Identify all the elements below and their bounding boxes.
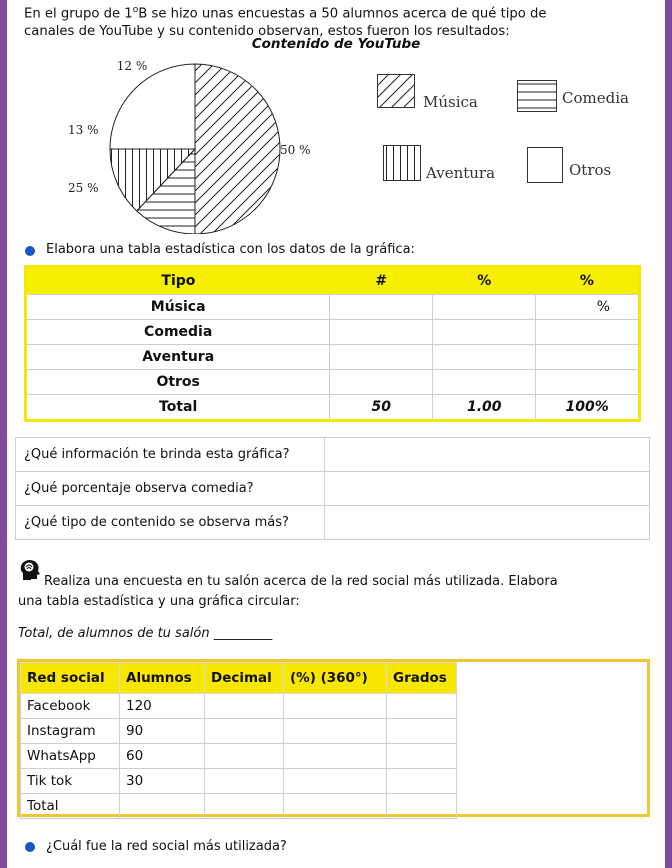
question-row	[16, 506, 650, 540]
social-count: 90	[120, 719, 205, 744]
legend-swatch-comedia	[517, 80, 557, 112]
pie-chart	[60, 54, 360, 234]
col-red-social: Red social	[21, 663, 120, 694]
bullet-icon	[25, 842, 35, 852]
social-table	[20, 662, 457, 819]
class-total-line: Total, de alumnos de tu salón _________	[18, 626, 273, 641]
answer-cell[interactable]	[387, 794, 457, 819]
social-count: 60	[120, 744, 205, 769]
row-label: Música	[26, 295, 330, 320]
answer-cell[interactable]	[536, 370, 640, 395]
pie-slice-otros	[110, 64, 195, 149]
question-row	[16, 472, 650, 506]
task1-instruction: Elabora una tabla estadística con los datos de la gráfica:	[46, 242, 415, 257]
legend-swatch-aventura	[383, 145, 421, 181]
answer-cell[interactable]	[330, 320, 433, 345]
table-row	[21, 769, 457, 794]
row-label: Comedia	[26, 320, 330, 345]
question-text: ¿Qué tipo de contenido se observa más?	[16, 506, 325, 540]
legend-swatch-otros	[527, 147, 563, 183]
chart-title: Contenido de YouTube	[251, 36, 421, 52]
social-name: Total	[21, 794, 120, 819]
pie-label-msica: 50 %	[280, 143, 311, 157]
answer-cell[interactable]	[205, 719, 284, 744]
social-count: 30	[120, 769, 205, 794]
table-row	[21, 694, 457, 719]
col-count: #	[330, 267, 433, 295]
pie-label-aventura: 13 %	[68, 123, 99, 137]
row-label: Otros	[26, 370, 330, 395]
pie-slice-msica	[195, 64, 280, 234]
answer-cell[interactable]	[536, 320, 640, 345]
social-name: WhatsApp	[21, 744, 120, 769]
answer-cell[interactable]	[433, 345, 536, 370]
question-text: ¿Qué porcentaje observa comedia?	[16, 472, 325, 506]
answer-cell[interactable]	[536, 345, 640, 370]
answer-cell[interactable]	[120, 794, 205, 819]
social-name: Tik tok	[21, 769, 120, 794]
table-row	[26, 370, 640, 395]
row-label: Total	[26, 395, 330, 421]
col-percent: %	[536, 267, 640, 295]
answer-cell[interactable]	[387, 719, 457, 744]
table-row	[26, 295, 640, 320]
table-row	[26, 345, 640, 370]
table-row-total	[26, 395, 640, 421]
answer-cell[interactable]	[284, 694, 387, 719]
bullet-icon	[25, 246, 35, 256]
answer-cell[interactable]	[205, 744, 284, 769]
legend-label-comedia: Comedia	[562, 89, 629, 107]
answer-cell[interactable]	[330, 295, 433, 320]
row-label: Aventura	[26, 345, 330, 370]
question-text: ¿Qué información te brinda esta gráfica?	[16, 438, 325, 472]
table-row	[26, 320, 640, 345]
col-tipo: Tipo	[26, 267, 330, 295]
col-alumnos: Alumnos	[120, 663, 205, 694]
answer-cell[interactable]	[330, 345, 433, 370]
answer-cell[interactable]	[433, 320, 536, 345]
total-percent: 100%	[536, 395, 640, 421]
task2-instruction: Realiza una encuesta en tu salón acerca de la red social más utilizada. Elabora una tabla estadística y una gráfica circular:	[18, 574, 558, 609]
answer-cell[interactable]	[284, 744, 387, 769]
total-decimal: 1.00	[433, 395, 536, 421]
question-row	[16, 438, 650, 472]
social-count: 120	[120, 694, 205, 719]
answer-field[interactable]	[325, 438, 650, 472]
answer-cell[interactable]: %	[536, 295, 640, 320]
questions-table	[15, 437, 650, 540]
answer-cell[interactable]	[387, 769, 457, 794]
legend-label-otros: Otros	[569, 161, 612, 179]
total-count: 50	[330, 395, 433, 421]
answer-field[interactable]	[325, 472, 650, 506]
answer-cell[interactable]	[387, 744, 457, 769]
answer-cell[interactable]	[205, 794, 284, 819]
answer-cell[interactable]	[433, 370, 536, 395]
table-row-total	[21, 794, 457, 819]
table-row	[21, 744, 457, 769]
col-decimal: Decimal	[205, 663, 284, 694]
pie-label-otros: 25 %	[68, 181, 99, 195]
answer-cell[interactable]	[205, 694, 284, 719]
answer-cell[interactable]	[433, 295, 536, 320]
final-question: ¿Cuál fue la red social más utilizada?	[46, 839, 287, 854]
col-porcentaje: (%) (360°)	[284, 663, 387, 694]
social-table-box	[17, 659, 650, 817]
intro-text: En el grupo de 1$^o$B se hizo unas encuestas a 50 alumnos acerca de qué tipo de canales de YouTube y su contenido observan, estos fueron los resultados:	[24, 5, 547, 40]
social-name: Instagram	[21, 719, 120, 744]
answer-cell[interactable]	[284, 719, 387, 744]
table-header-row	[21, 663, 457, 694]
social-name: Facebook	[21, 694, 120, 719]
answer-cell[interactable]	[284, 769, 387, 794]
answer-cell[interactable]	[284, 794, 387, 819]
table-header-row	[26, 267, 640, 295]
answer-cell[interactable]	[205, 769, 284, 794]
answer-cell[interactable]	[330, 370, 433, 395]
table-row	[21, 719, 457, 744]
legend-swatch-musica	[377, 74, 415, 108]
answer-field[interactable]	[325, 506, 650, 540]
legend-label-musica: Música	[423, 93, 478, 111]
answer-cell[interactable]	[387, 694, 457, 719]
pie-label-comedia: 12 %	[116, 59, 148, 73]
legend-label-aventura: Aventura	[426, 164, 496, 182]
col-decimal: %	[433, 267, 536, 295]
col-grados: Grados	[387, 663, 457, 694]
stats-table	[24, 265, 641, 422]
